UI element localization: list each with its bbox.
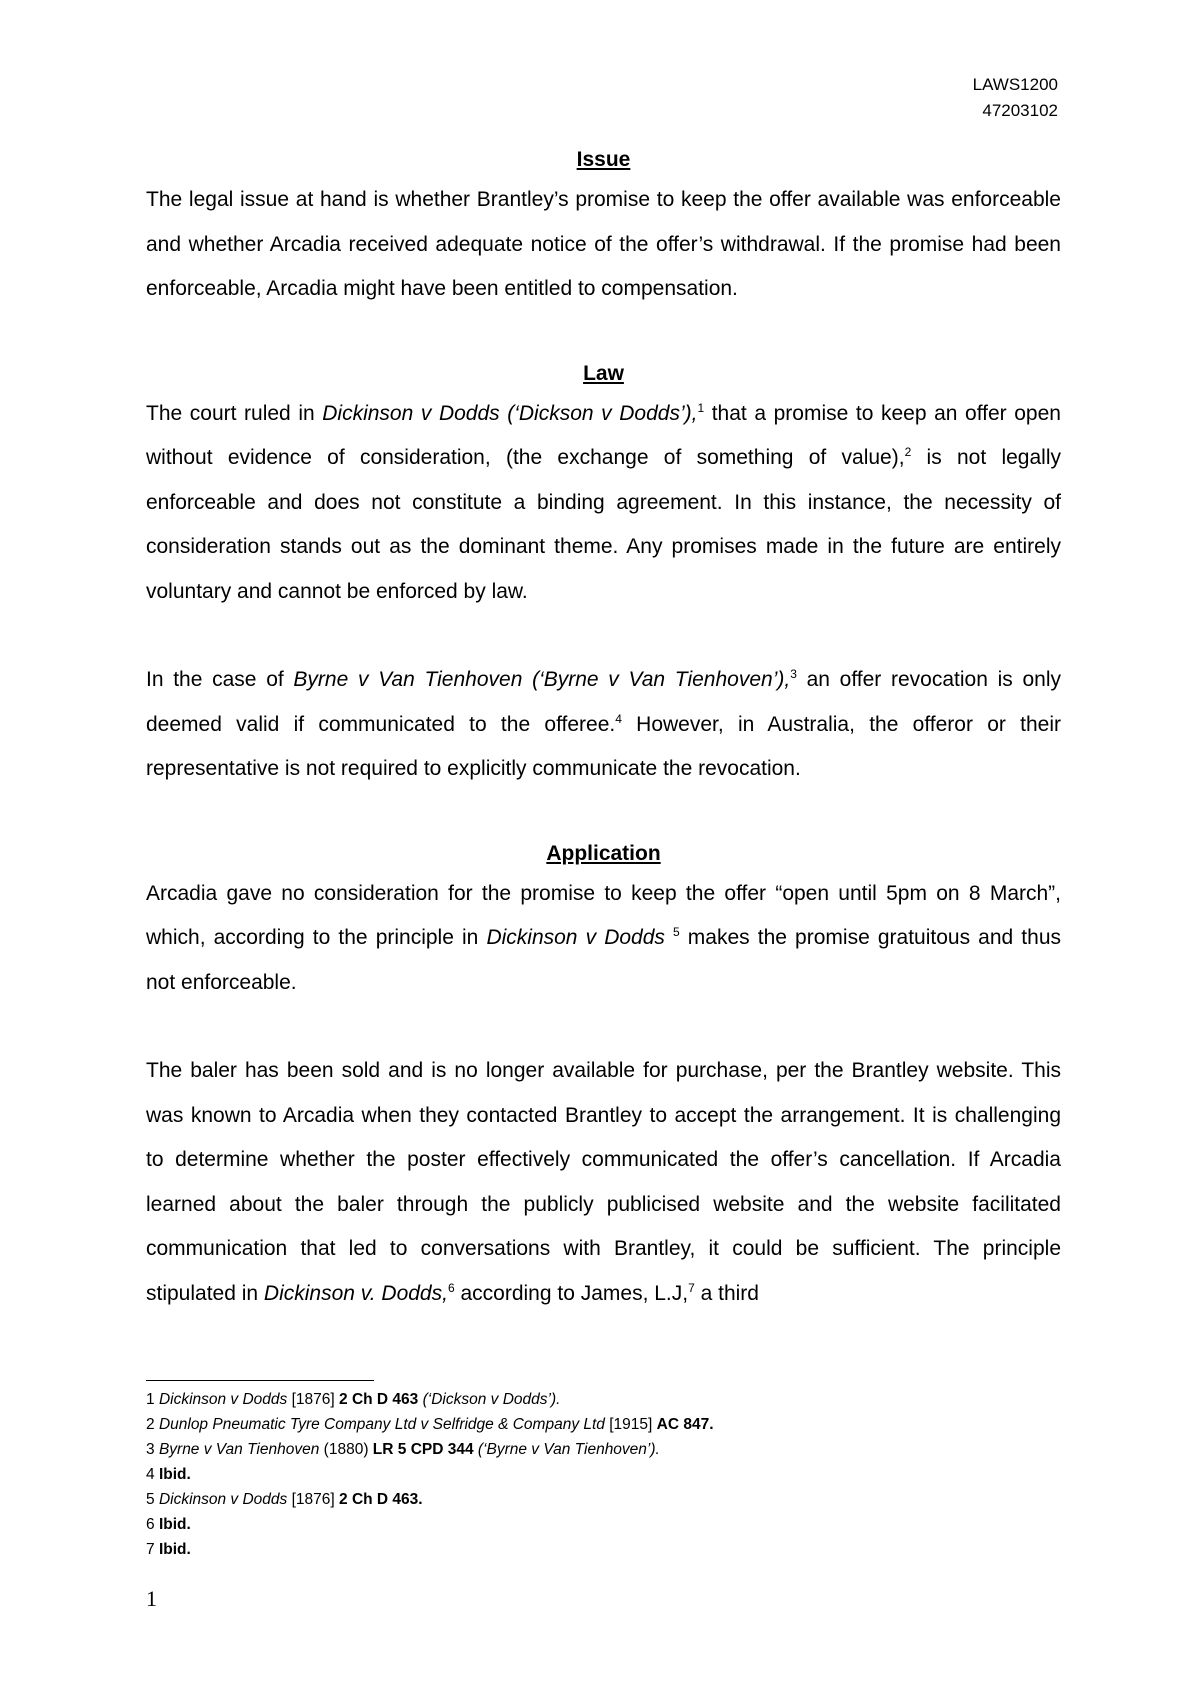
document-body <box>146 142 1061 1316</box>
footnote-ref-6: 6 <box>447 1280 455 1295</box>
student-id: 47203102 <box>982 101 1058 120</box>
page-header <box>973 72 1058 124</box>
footnote-3: 3 Byrne v Van Tienhoven (1880) LR 5 CPD 344 (‘Byrne v Van Tienhoven’). <box>146 1441 660 1458</box>
footnote-separator <box>146 1380 374 1381</box>
case-name: Dickinson v Dodds <box>486 926 665 949</box>
case-name: Dickinson v. Dodds, <box>263 1281 448 1305</box>
footnote-2: 2 Dunlop Pneumatic Tyre Company Ltd v Selfridge & Company Ltd [1915] AC 847. <box>146 1416 714 1433</box>
footnote-6: 6 Ibid. <box>146 1516 191 1533</box>
footnote-5: 5 Dickinson v Dodds [1876] 2 Ch D 463. <box>146 1491 423 1508</box>
footnote-4: 4 Ibid. <box>146 1466 191 1483</box>
footnote-ref-3: 3 <box>790 667 797 681</box>
footnote-ref-4: 4 <box>615 711 622 726</box>
footnote-ref-1: 1 <box>697 400 705 415</box>
law-heading: Law <box>583 361 624 385</box>
course-code: LAWS1200 <box>972 75 1058 94</box>
footnote-ref-2: 2 <box>904 445 912 459</box>
footnote-ref-7: 7 <box>688 1280 695 1295</box>
application-heading: Application <box>546 841 661 865</box>
page-number: 1 <box>146 1586 157 1611</box>
footnote-1: 1 Dickinson v Dodds [1876] 2 Ch D 463 (‘Dickson v Dodds’). <box>146 1391 561 1408</box>
footnote-7: 7 Ibid. <box>146 1541 191 1558</box>
law-paragraph-1: The court ruled in Dickinson v Dodds (‘Dickson v Dodds’),$^1$ that a promise to keep an offer open without evidence of consideration, (the exchange of something of value),$^2$ is not legally enforceable and does not constitute a binding agreement. In this instance, the necessity of consideration stands out as the dominant theme. Any promises made in the future are entirely voluntary and cannot be enforced by law. <box>146 400 1061 603</box>
issue-heading: Issue <box>576 148 631 171</box>
footnote-ref-5: 5 <box>673 925 680 939</box>
issue-paragraph: The legal issue at hand is whether Brantley’s promise to keep the offer available was enforceable and whether Arcadia received adequate notice of the offer’s withdrawal. If the promise had been enforceable, Arcadia might have been entitled to compensation. <box>146 188 1061 300</box>
case-name: Dickinson v Dodds (‘Dickson v Dodds’), <box>322 401 698 425</box>
law-paragraph-2: In the case of Byrne v Van Tienhoven (‘Byrne v Van Tienhoven’),$^3$ an offer revocation is only deemed valid if communicated to the offeree.$^4$ However, in Australia, the offeror or their representative is not required to explicitly communicate the revocation. <box>146 667 1061 780</box>
application-paragraph-2: The baler has been sold and is no longer available for purchase, per the Brantley website. This was known to Arcadia when they contacted Brantley to accept the arrangement. It is challenging to determine whether the poster effectively communicated the offer’s cancellation. If Arcadia learned about the baler through the publicly publicised website and the website facilitated communication that led to conversations with Brantley, it could be sufficient. The principle stipulated in Dickinson v. Dodds,$^6$ according to James, L.J,$^7$ a third <box>146 1059 1061 1305</box>
case-name: Byrne v Van Tienhoven (‘Byrne v Van Tienhoven’), <box>293 668 791 691</box>
footnotes <box>146 1380 1061 1562</box>
application-paragraph-1: Arcadia gave no consideration for the promise to keep the offer “open until 5pm on 8 March”, which, according to the principle in Dickinson v Dodds $^5$ makes the promise gratuitous and thus not enforceable. <box>146 881 1062 994</box>
